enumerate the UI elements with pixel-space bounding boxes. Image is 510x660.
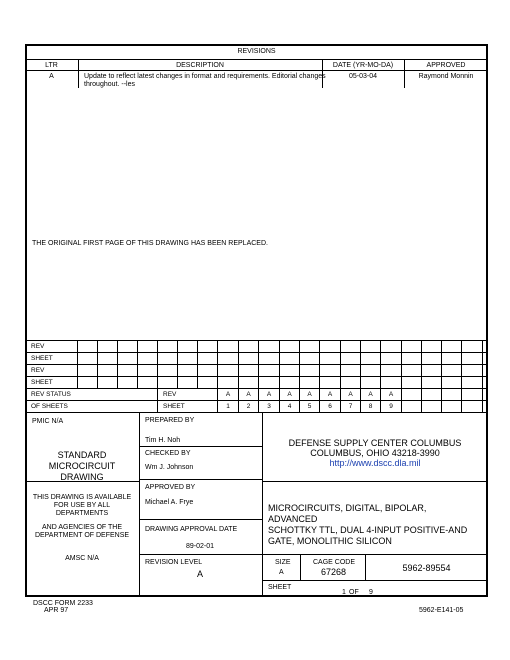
rev-row (26, 365, 488, 377)
dscc-url-link[interactable]: http://www.dscc.dla.mil (329, 458, 421, 468)
sheet-total: 9 (369, 589, 373, 596)
standard-line: MICROCIRCUIT (48, 461, 116, 471)
device-title-line: ADVANCED (268, 514, 318, 524)
sheet-row (26, 377, 488, 389)
footer-code: 5962-E141-05 (419, 607, 464, 614)
divider (262, 554, 488, 555)
divider (25, 59, 488, 60)
prepared-by: Tim H. Noh (145, 437, 181, 444)
of-sheets-row (26, 401, 488, 413)
divider (262, 481, 488, 482)
checked-by-label: CHECKED BY (145, 450, 191, 457)
availability-line: FOR USE BY ALL (53, 502, 111, 509)
sheet-number: 1 (342, 589, 346, 596)
divider (139, 446, 262, 447)
rev-cell: A (361, 389, 381, 401)
revision-description-line1: Update to reflect latest changes in format and requirements. Editorial changes (84, 73, 326, 80)
rev-cell: A (218, 389, 239, 401)
revision-level-label: REVISION LEVEL (145, 559, 203, 566)
standard-line: STANDARD (57, 450, 107, 460)
rev-status-table (25, 340, 488, 413)
sheet-cell: 2 (239, 401, 259, 413)
document-number: 5962-89554 (402, 563, 451, 573)
amsc: AMSC N/A (65, 555, 99, 562)
revision-level: A (197, 569, 204, 579)
divider (300, 554, 301, 580)
revision-ltr: A (49, 73, 54, 80)
size-value: A (279, 569, 284, 576)
divider (139, 554, 262, 555)
form-number: DSCC FORM 2233 (33, 600, 93, 607)
of-sheets-label: OF SHEETS (26, 401, 158, 413)
prepared-by-label: PREPARED BY (145, 417, 195, 424)
date-header: DATE (YR-MO-DA) (332, 62, 394, 69)
rev-status-label: REV STATUS (26, 389, 158, 401)
revision-approved: Raymond Monnin (418, 73, 474, 80)
approval-date: 89-02-01 (186, 543, 215, 550)
rev-cell: A (381, 389, 402, 401)
sheet-of-label: OF (349, 589, 359, 596)
sheet-label: SHEET (26, 377, 78, 389)
sheet-cell: 3 (259, 401, 280, 413)
device-title-line: GATE, MONOLITHIC SILICON (268, 536, 392, 546)
rev-cell: A (320, 389, 341, 401)
divider (262, 580, 488, 581)
rev-cell: A (239, 389, 259, 401)
device-title-line: MICROCIRCUITS, DIGITAL, BIPOLAR, (268, 503, 427, 513)
availability-line: THIS DRAWING IS AVAILABLE (32, 494, 132, 501)
sheet-cell: 8 (361, 401, 381, 413)
sheet-cell: 9 (381, 401, 402, 413)
sheet-footer-label: SHEET (268, 584, 292, 591)
rev-cell: A (300, 389, 320, 401)
approved-by: Michael A. Frye (145, 499, 194, 506)
agencies-line: AND AGENCIES OF THE (42, 524, 122, 531)
sheet-header: SHEET (158, 401, 218, 413)
availability-line: DEPARTMENTS (55, 510, 109, 517)
dscc-line: COLUMBUS, OHIO 43218-3990 (310, 448, 440, 458)
agencies-line: DEPARTMENT OF DEFENSE (34, 532, 130, 539)
rev-cell: A (259, 389, 280, 401)
approval-date-label: DRAWING APPROVAL DATE (145, 526, 238, 533)
rev-label: REV (26, 341, 78, 353)
rev-label: REV (26, 365, 78, 377)
sheet-row (26, 353, 488, 365)
device-title-line: SCHOTTKY TTL, DUAL 4-INPUT POSITIVE-AND (268, 525, 468, 535)
revision-date: 05-03-04 (348, 73, 378, 80)
standard-line: DRAWING (60, 472, 104, 482)
cage-label: CAGE CODE (313, 559, 356, 566)
divider (139, 479, 262, 480)
revision-description-line2: throughout. --les (84, 81, 135, 88)
dscc-line: DEFENSE SUPPLY CENTER COLUMBUS (288, 438, 462, 448)
divider (139, 519, 262, 520)
approved-header: APPROVED (426, 62, 466, 69)
rev-row (26, 341, 488, 353)
cage-value: 67268 (321, 567, 347, 577)
revisions-title: REVISIONS (237, 48, 276, 55)
ltr-header: LTR (45, 62, 58, 69)
replaced-note: THE ORIGINAL FIRST PAGE OF THIS DRAWING HAS BEEN REPLACED. (32, 240, 268, 247)
sheet-label: SHEET (26, 353, 78, 365)
sheet-cell: 4 (280, 401, 300, 413)
rev-cell: A (341, 389, 361, 401)
approved-by-label: APPROVED BY (145, 484, 196, 491)
description-header: DESCRIPTION (176, 62, 224, 69)
pmic: PMIC N/A (32, 418, 64, 425)
rev-status-row (26, 389, 488, 401)
form-date: APR 97 (44, 607, 69, 614)
rev-cell: A (280, 389, 300, 401)
sheet-cell: 7 (341, 401, 361, 413)
size-label: SIZE (275, 559, 291, 566)
rev-header: REV (158, 389, 218, 401)
sheet-cell: 5 (300, 401, 320, 413)
sheet-cell: 1 (218, 401, 239, 413)
checked-by: Wm J. Johnson (145, 464, 194, 471)
divider (139, 413, 140, 597)
sheet-cell: 6 (320, 401, 341, 413)
divider (25, 70, 488, 71)
